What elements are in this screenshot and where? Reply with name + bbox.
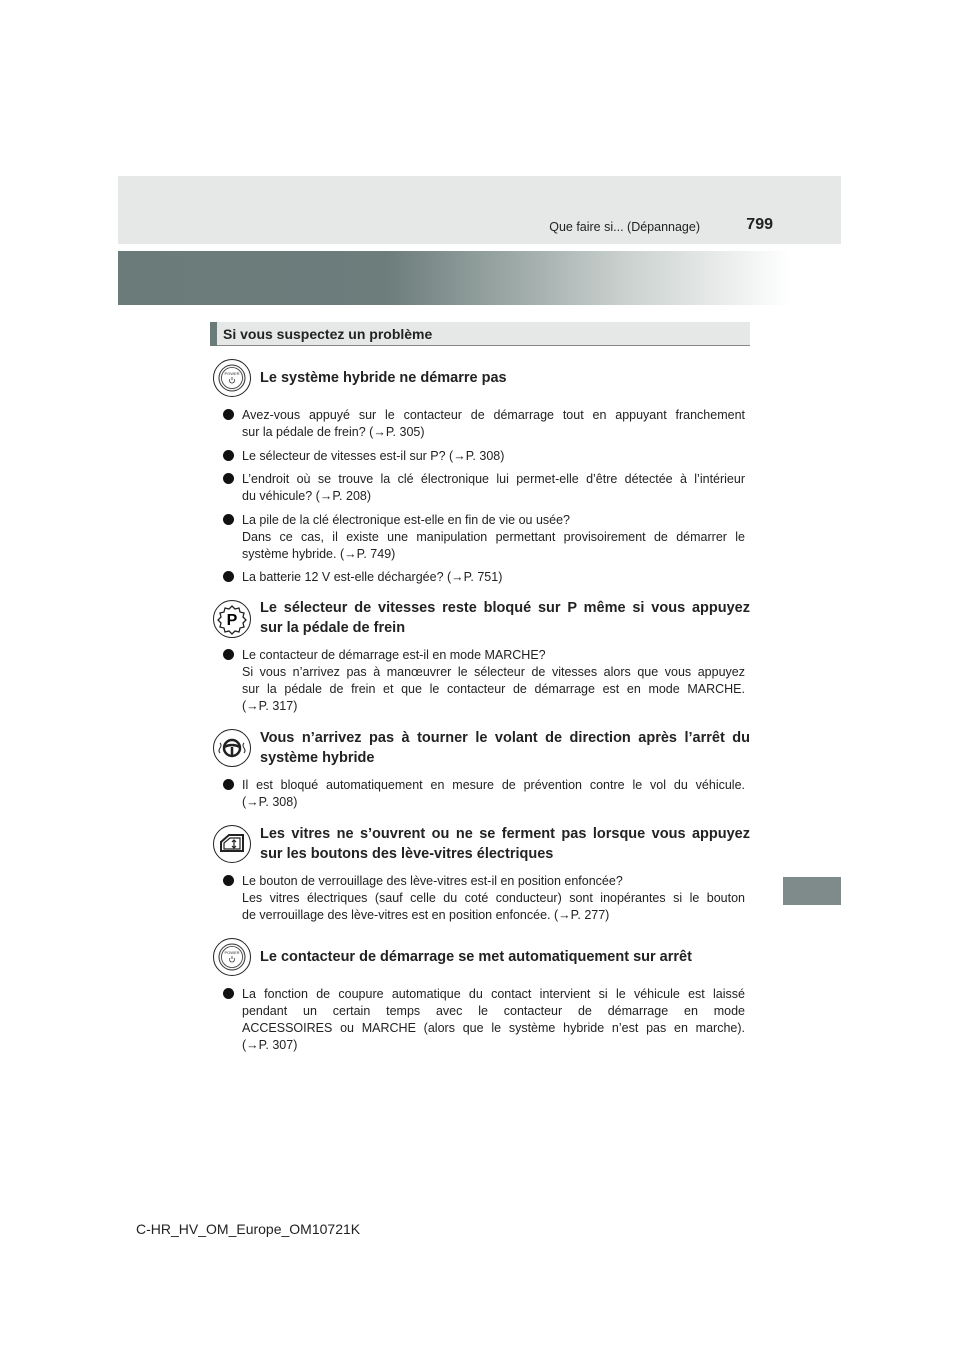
bullet-icon [223,988,234,999]
section-header [210,322,750,346]
topic-heading [260,728,750,768]
bullet-line: (→P. 308) [242,795,298,809]
bullet-line: pendant un certain temps avec le contacteur de démarrage en mode [242,1004,745,1018]
bullet-item [242,873,745,924]
steering-lock-icon [213,729,251,767]
shift-lock-p-icon [213,600,251,638]
bullet-line: système hybride. (→P. 749) [242,547,396,561]
bullet-icon [223,875,234,886]
bullet-item [242,407,745,441]
page-header [118,176,841,244]
svg-text:POWER: POWER [224,950,240,955]
section-title: Si vous suspectez un problème [223,326,433,342]
page-number: 799 [746,216,773,233]
heading-line: sur les boutons des lève-vitres électriques [260,846,554,862]
bullet-item [242,569,745,586]
bullet-item [242,471,745,505]
bullet-line: ACCESSOIRES ou MARCHE (alors que le système hybride n’est pas en marche). [242,1021,745,1035]
bullet-icon [223,571,234,582]
bullet-item [242,647,745,715]
topic-heading [260,598,750,638]
bullet-icon [223,473,234,484]
bullet-line: sur la pédale de frein et que le contacteur de démarrage est en mode MARCHE. [242,682,745,696]
heading-line: système hybride [260,750,375,766]
topic-heading [260,368,750,388]
heading-line: sur la pédale de frein [260,620,406,636]
bullet-item [242,777,745,811]
svg-text:POWER: POWER [224,371,240,376]
bullet-line: Le bouton de verrouillage des lève-vitres est-il en position enfoncée? [242,874,623,888]
bullet-line: sur la pédale de frein? (→P. 305) [242,425,425,439]
bullet-line: Il est bloqué automatiquement en mesure de prévention contre le vol du véhicule. [242,778,745,792]
topic-heading [260,947,750,967]
svg-text:P: P [226,612,238,629]
bullet-line: La pile de la clé électronique est-elle en fin de vie ou usée? [242,513,570,527]
bullet-line: Le sélecteur de vitesses est-il sur P? (→P. 308) [242,449,505,463]
bullet-line: Le contacteur de démarrage est-il en mode MARCHE? [242,648,546,662]
chapter-side-tab [783,877,841,905]
heading-line: Le système hybride ne démarre pas [260,370,507,386]
bullet-line: La fonction de coupure automatique du contact intervient si le véhicule est laissé [242,987,745,1001]
heading-line: Le sélecteur de vitesses reste bloqué sur P même si vous appuyez [260,600,750,616]
bullet-line: Dans ce cas, il existe une manipulation permettant provisoirement de démarrer le [242,530,745,544]
bullet-line: Avez-vous appuyé sur le contacteur de démarrage tout en appuyant franchement [242,408,745,422]
bullet-line: (→P. 317) [242,699,298,713]
heading-line: Vous n’arrivez pas à tourner le volant de direction après l’arrêt du [260,730,750,746]
topic-heading [260,824,750,864]
bullet-line: L’endroit où se trouve la clé électronique lui permet-elle d’être détectée à l’intérieur [242,472,745,486]
power-button-icon [213,938,251,976]
bullet-line: de verrouillage des lève-vitres est en position enfoncée. (→P. 277) [242,908,610,922]
bullet-item [242,448,745,465]
chapter-band [118,251,790,305]
bullet-line: du véhicule? (→P. 208) [242,489,372,503]
heading-line: Le contacteur de démarrage se met automatiquement sur arrêt [260,949,692,965]
bullet-icon [223,514,234,525]
bullet-item [242,512,745,563]
bullet-line: (→P. 307) [242,1038,298,1052]
bullet-item [242,986,745,1054]
power-button-icon [213,359,251,397]
footer-doc-id: C-HR_HV_OM_Europe_OM10721K [136,1221,361,1237]
heading-line: Les vitres ne s’ouvrent ou ne se ferment pas lorsque vous appuyez [260,826,750,842]
bullet-line: La batterie 12 V est-elle déchargée? (→P. 751) [242,570,503,584]
bullet-icon [223,649,234,660]
bullet-icon [223,409,234,420]
bullet-icon [223,450,234,461]
chapter-title: Que faire si... (Dépannage) [549,220,700,234]
bullet-line: Les vitres électriques (sauf celle du coté conducteur) sont inopérantes si le bouton [242,891,745,905]
power-window-icon [213,825,251,863]
bullet-icon [223,779,234,790]
bullet-line: Si vous n’arrivez pas à manœuvrer le sélecteur de vitesses alors que vous appuyez [242,665,745,679]
